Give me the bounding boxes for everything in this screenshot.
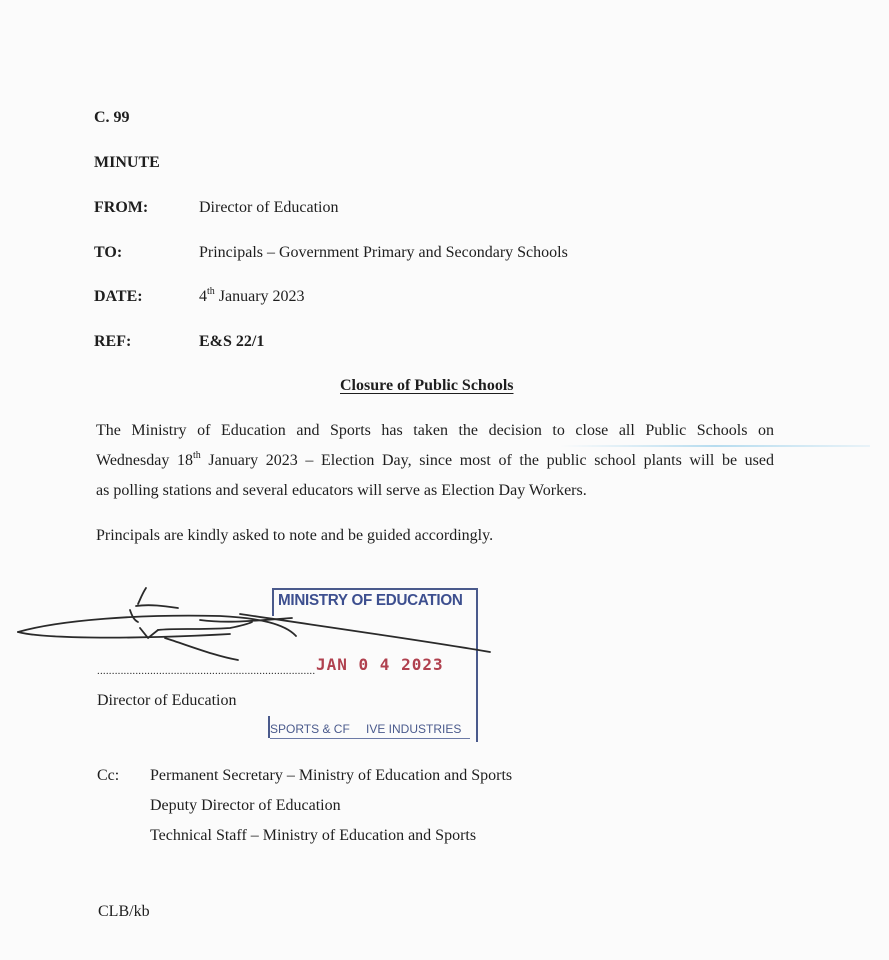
scan-artifact <box>560 445 870 447</box>
signature-title: Director of Education <box>97 692 237 709</box>
stamp-date: JAN 0 4 2023 <box>316 655 444 674</box>
handwritten-signature <box>0 580 500 670</box>
body-line-2-b: January 2023 – Election Day, since most of the public school plants will be used <box>200 452 774 469</box>
to-label: TO: <box>94 244 123 261</box>
cc-label: Cc: <box>97 767 120 784</box>
body-line-1: The Ministry of Education and Sports has taken the decision to close all Public Schools on <box>96 422 774 439</box>
cc-recipient: Deputy Director of Education <box>150 797 341 814</box>
memo-code: C. 99 <box>94 109 130 126</box>
body-line-2-sup: th <box>192 450 201 461</box>
body-line-4: Principals are kindly asked to note and be guided accordingly. <box>96 527 494 544</box>
date-rest: January 2023 <box>214 288 305 305</box>
signature-line: .......................................................................... <box>97 665 316 677</box>
cc-recipient: Technical Staff – Ministry of Education and Sports <box>150 827 477 844</box>
date-suffix: th <box>207 286 215 297</box>
from-label: FROM: <box>94 199 149 216</box>
stamp-border-bottom <box>270 738 470 739</box>
date-value <box>199 288 305 306</box>
stamp-ministry: MINISTRY OF EDUCATION <box>278 592 463 609</box>
date-day: 4 <box>199 288 207 305</box>
from-value: Director of Education <box>199 199 339 216</box>
subject-heading: Closure of Public Schools <box>340 377 514 394</box>
stamp-department-left: SPORTS & CF <box>270 722 350 736</box>
stamp-department-right: IVE INDUSTRIES <box>366 722 462 736</box>
ref-value: E&S 22/1 <box>199 333 265 350</box>
date-label: DATE: <box>94 288 143 305</box>
body-line-2-a: Wednesday 18 <box>96 452 193 469</box>
to-value: Principals – Government Primary and Secondary Schools <box>199 244 568 261</box>
cc-recipient: Permanent Secretary – Ministry of Education and Sports <box>150 767 513 784</box>
ref-label: REF: <box>94 333 132 350</box>
body-line-2 <box>96 452 774 470</box>
memo-type: MINUTE <box>94 154 160 171</box>
footer-initials: CLB/kb <box>98 903 150 920</box>
body-line-3: as polling stations and several educators will serve as Election Day Workers. <box>96 482 587 499</box>
